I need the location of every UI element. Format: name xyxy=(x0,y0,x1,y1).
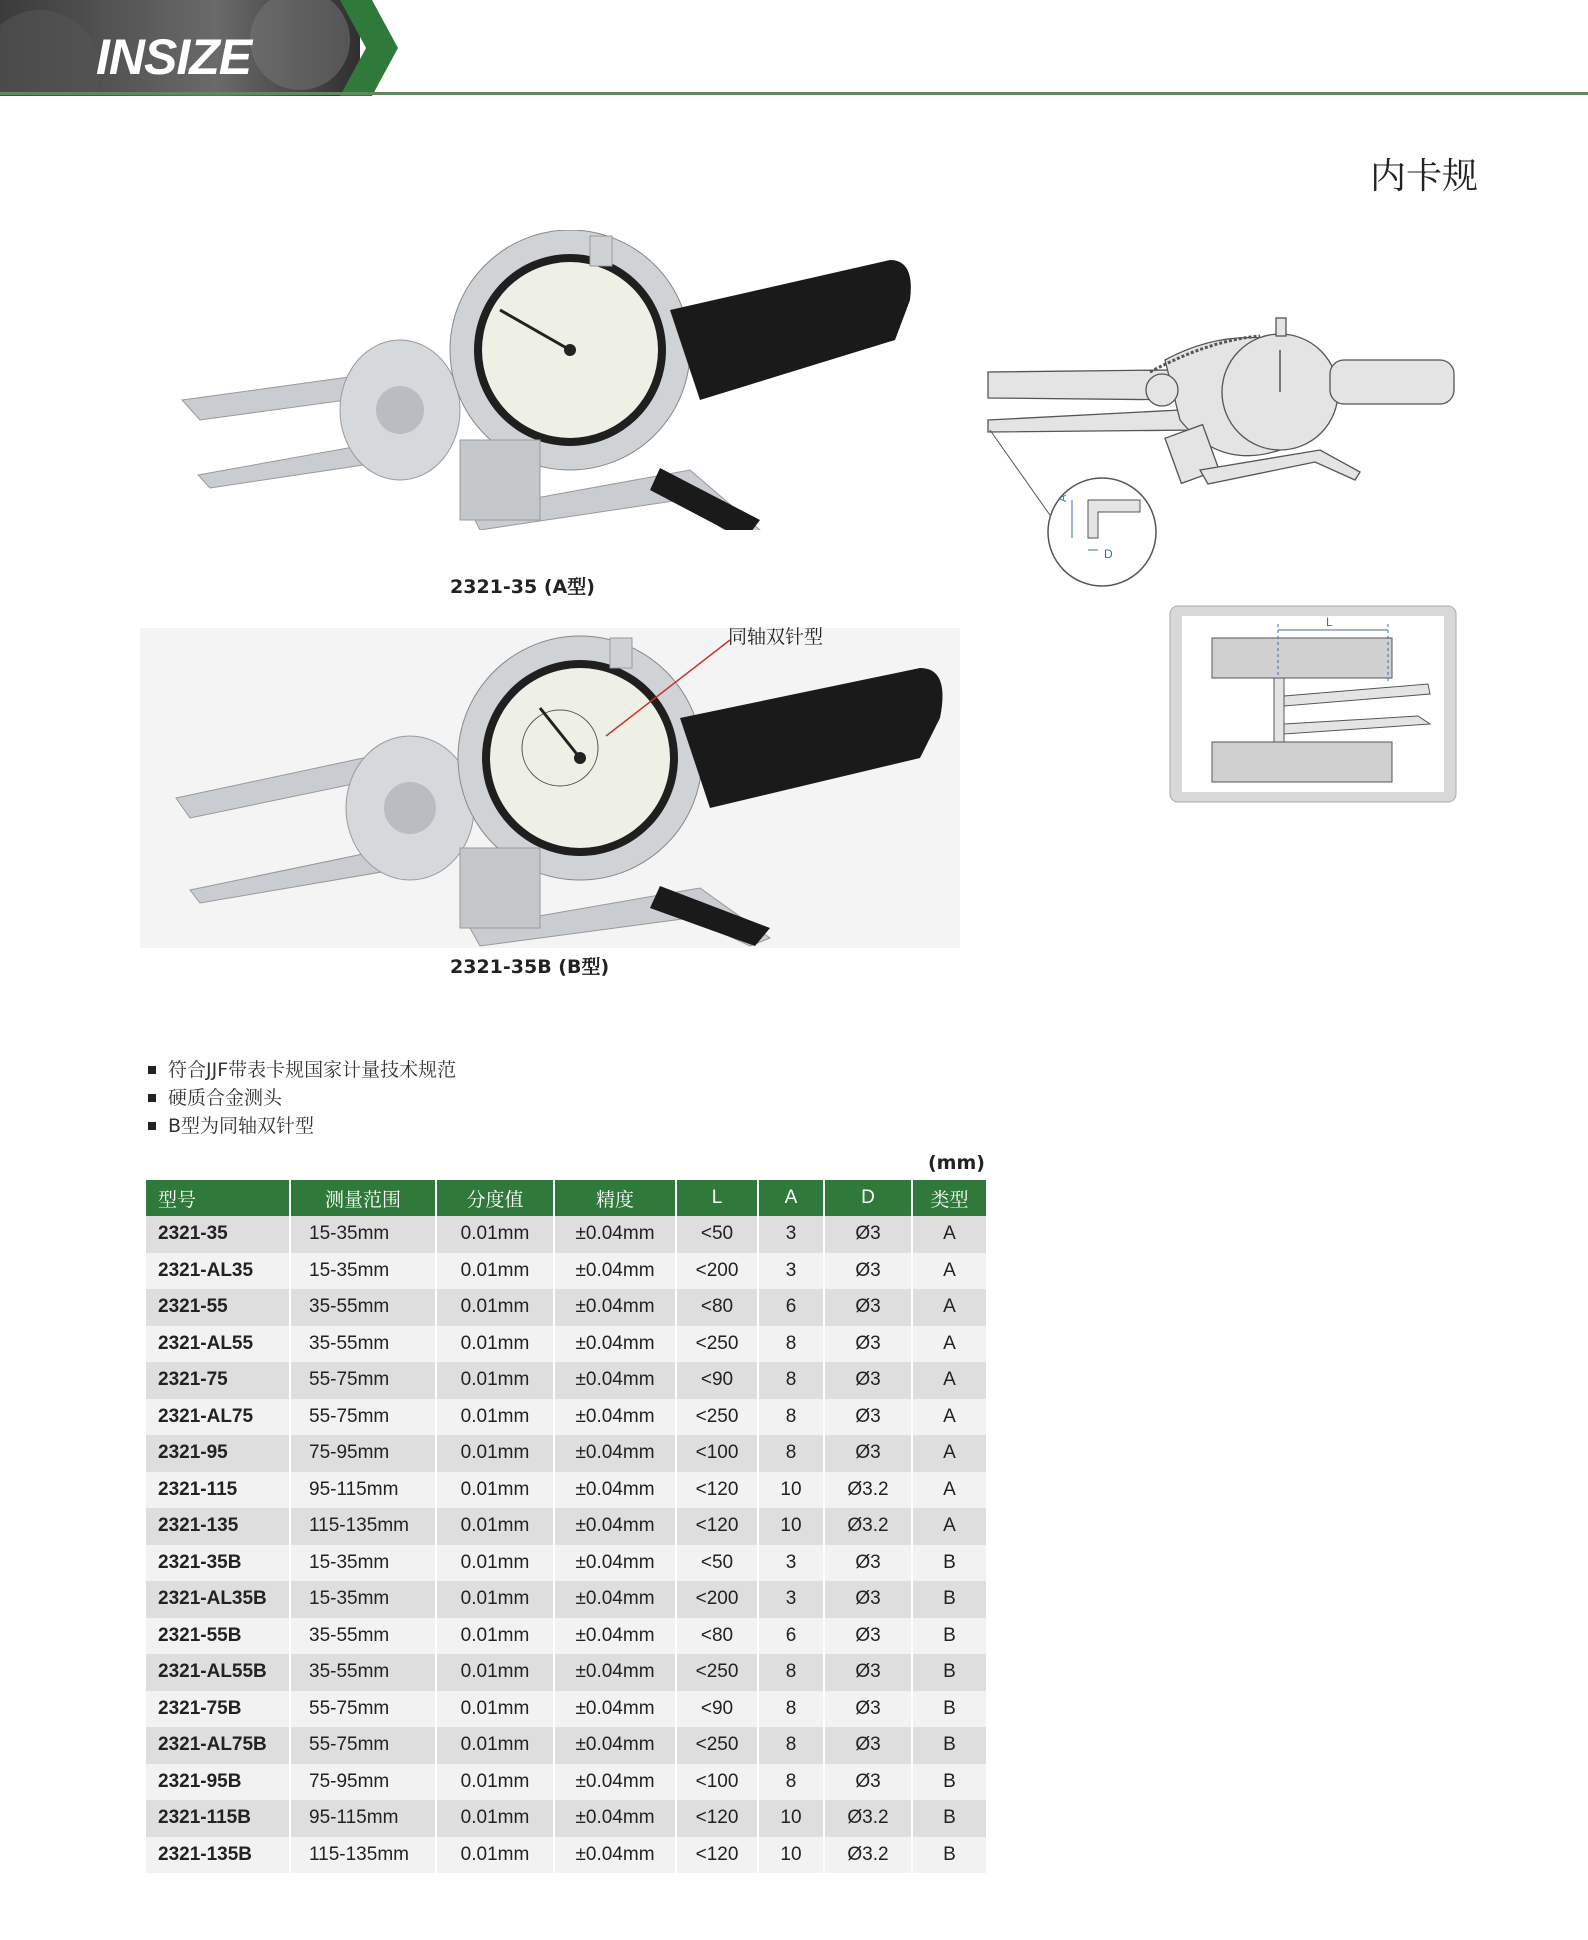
cell-resolution: 0.01mm xyxy=(436,1399,554,1436)
cell-model: 2321-95B xyxy=(146,1764,290,1801)
cell-d: Ø3 xyxy=(824,1326,912,1363)
cell-type: A xyxy=(912,1435,986,1472)
cell-accuracy: ±0.04mm xyxy=(554,1289,676,1326)
table-row xyxy=(146,1399,986,1436)
cell-a: 8 xyxy=(758,1435,824,1472)
cell-resolution: 0.01mm xyxy=(436,1472,554,1509)
header-model: 型号 xyxy=(146,1180,290,1216)
table-row xyxy=(146,1508,986,1545)
cell-model: 2321-AL55B xyxy=(146,1654,290,1691)
cell-d: Ø3 xyxy=(824,1435,912,1472)
cell-model: 2321-AL75 xyxy=(146,1399,290,1436)
cell-model: 2321-55 xyxy=(146,1289,290,1326)
cell-d: Ø3.2 xyxy=(824,1508,912,1545)
table-row xyxy=(146,1253,986,1290)
cell-d: Ø3 xyxy=(824,1581,912,1618)
cell-l: <80 xyxy=(676,1618,758,1655)
cell-type: B xyxy=(912,1691,986,1728)
table-row xyxy=(146,1435,986,1472)
table-row xyxy=(146,1362,986,1399)
cell-a: 10 xyxy=(758,1508,824,1545)
cell-resolution: 0.01mm xyxy=(436,1800,554,1837)
cell-l: <90 xyxy=(676,1691,758,1728)
cell-a: 6 xyxy=(758,1618,824,1655)
cell-d: Ø3.2 xyxy=(824,1472,912,1509)
cell-model: 2321-115B xyxy=(146,1800,290,1837)
product-caption-a: 2321-35 (A型) xyxy=(450,576,595,598)
cell-model: 2321-35 xyxy=(146,1216,290,1253)
cell-range: 15-35mm xyxy=(290,1545,436,1582)
table-row xyxy=(146,1764,986,1801)
brand-name: INSIZE xyxy=(96,29,252,85)
cell-range: 35-55mm xyxy=(290,1326,436,1363)
cell-type: B xyxy=(912,1545,986,1582)
cell-model: 2321-55B xyxy=(146,1618,290,1655)
cell-l: <100 xyxy=(676,1764,758,1801)
bullet-square-icon xyxy=(148,1094,156,1102)
cell-type: B xyxy=(912,1764,986,1801)
spec-table xyxy=(146,1180,986,1873)
schematic-diagram xyxy=(980,300,1500,590)
cell-range: 115-135mm xyxy=(290,1508,436,1545)
cell-range: 55-75mm xyxy=(290,1691,436,1728)
cell-type: A xyxy=(912,1472,986,1509)
cell-resolution: 0.01mm xyxy=(436,1581,554,1618)
measurement-schematic xyxy=(1168,604,1458,804)
table-row xyxy=(146,1800,986,1837)
feature-list xyxy=(148,1056,456,1140)
cell-type: A xyxy=(912,1362,986,1399)
cell-a: 10 xyxy=(758,1472,824,1509)
cell-range: 95-115mm xyxy=(290,1472,436,1509)
cell-a: 10 xyxy=(758,1837,824,1874)
cell-a: 3 xyxy=(758,1545,824,1582)
cell-l: <80 xyxy=(676,1289,758,1326)
table-row xyxy=(146,1216,986,1253)
cell-model: 2321-AL35 xyxy=(146,1253,290,1290)
cell-l: <200 xyxy=(676,1581,758,1618)
cell-range: 55-75mm xyxy=(290,1727,436,1764)
cell-accuracy: ±0.04mm xyxy=(554,1545,676,1582)
cell-l: <120 xyxy=(676,1508,758,1545)
cell-type: B xyxy=(912,1581,986,1618)
bullet-square-icon xyxy=(148,1122,156,1130)
cell-accuracy: ±0.04mm xyxy=(554,1800,676,1837)
cell-accuracy: ±0.04mm xyxy=(554,1472,676,1509)
cell-resolution: 0.01mm xyxy=(436,1362,554,1399)
cell-range: 35-55mm xyxy=(290,1289,436,1326)
cell-accuracy: ±0.04mm xyxy=(554,1618,676,1655)
table-row xyxy=(146,1837,986,1874)
cell-type: A xyxy=(912,1253,986,1290)
table-row xyxy=(146,1691,986,1728)
cell-d: Ø3 xyxy=(824,1253,912,1290)
cell-d: Ø3 xyxy=(824,1399,912,1436)
header-rule xyxy=(0,92,1588,95)
product-caption-b: 2321-35B (B型) xyxy=(450,956,610,978)
cell-resolution: 0.01mm xyxy=(436,1764,554,1801)
cell-resolution: 0.01mm xyxy=(436,1727,554,1764)
cell-range: 35-55mm xyxy=(290,1618,436,1655)
cell-resolution: 0.01mm xyxy=(436,1508,554,1545)
cell-l: <250 xyxy=(676,1727,758,1764)
cell-a: 8 xyxy=(758,1727,824,1764)
cell-a: 8 xyxy=(758,1326,824,1363)
cell-a: 8 xyxy=(758,1691,824,1728)
cell-a: 8 xyxy=(758,1654,824,1691)
cell-type: A xyxy=(912,1399,986,1436)
cell-accuracy: ±0.04mm xyxy=(554,1654,676,1691)
cell-a: 3 xyxy=(758,1253,824,1290)
cell-model: 2321-AL75B xyxy=(146,1727,290,1764)
cell-resolution: 0.01mm xyxy=(436,1326,554,1363)
cell-l: <50 xyxy=(676,1545,758,1582)
diagram-label-l: L xyxy=(1326,615,1333,629)
bullet-square-icon xyxy=(148,1066,156,1074)
cell-l: <120 xyxy=(676,1800,758,1837)
cell-a: 10 xyxy=(758,1800,824,1837)
cell-model: 2321-135B xyxy=(146,1837,290,1874)
cell-a: 8 xyxy=(758,1399,824,1436)
header-a: A xyxy=(758,1180,824,1216)
cell-model: 2321-75 xyxy=(146,1362,290,1399)
cell-type: A xyxy=(912,1289,986,1326)
header-d: D xyxy=(824,1180,912,1216)
cell-type: A xyxy=(912,1326,986,1363)
table-body xyxy=(146,1216,986,1873)
table-row xyxy=(146,1727,986,1764)
cell-accuracy: ±0.04mm xyxy=(554,1727,676,1764)
cell-l: <250 xyxy=(676,1399,758,1436)
cell-a: 3 xyxy=(758,1581,824,1618)
cell-accuracy: ±0.04mm xyxy=(554,1508,676,1545)
header-accuracy: 精度 xyxy=(554,1180,676,1216)
cell-accuracy: ±0.04mm xyxy=(554,1691,676,1728)
product-photo-a xyxy=(170,230,930,530)
cell-a: 3 xyxy=(758,1216,824,1253)
cell-a: 6 xyxy=(758,1289,824,1326)
cell-type: B xyxy=(912,1800,986,1837)
table-row xyxy=(146,1289,986,1326)
cell-range: 115-135mm xyxy=(290,1837,436,1874)
cell-a: 8 xyxy=(758,1764,824,1801)
cell-resolution: 0.01mm xyxy=(436,1545,554,1582)
table-unit: (mm) xyxy=(928,1152,985,1174)
header-type: 类型 xyxy=(912,1180,986,1216)
cell-range: 15-35mm xyxy=(290,1581,436,1618)
cell-accuracy: ±0.04mm xyxy=(554,1435,676,1472)
cell-accuracy: ±0.04mm xyxy=(554,1326,676,1363)
table-row xyxy=(146,1326,986,1363)
cell-type: A xyxy=(912,1216,986,1253)
feature-text: B型为同轴双针型 xyxy=(168,1115,315,1137)
table-row xyxy=(146,1581,986,1618)
cell-resolution: 0.01mm xyxy=(436,1691,554,1728)
cell-accuracy: ±0.04mm xyxy=(554,1253,676,1290)
cell-type: B xyxy=(912,1837,986,1874)
diagram-label-a: A xyxy=(1057,494,1069,502)
header-l: L xyxy=(676,1180,758,1216)
cell-model: 2321-115 xyxy=(146,1472,290,1509)
table-row xyxy=(146,1618,986,1655)
header-range: 测量范围 xyxy=(290,1180,436,1216)
cell-range: 15-35mm xyxy=(290,1216,436,1253)
cell-model: 2321-95 xyxy=(146,1435,290,1472)
feature-text: 符合JJF带表卡规国家计量技术规范 xyxy=(168,1059,457,1081)
cell-range: 75-95mm xyxy=(290,1764,436,1801)
cell-l: <250 xyxy=(676,1326,758,1363)
cell-accuracy: ±0.04mm xyxy=(554,1362,676,1399)
cell-resolution: 0.01mm xyxy=(436,1618,554,1655)
cell-accuracy: ±0.04mm xyxy=(554,1399,676,1436)
brand-logo xyxy=(96,28,251,86)
table-row xyxy=(146,1472,986,1509)
cell-d: Ø3 xyxy=(824,1654,912,1691)
cell-model: 2321-135 xyxy=(146,1508,290,1545)
cell-d: Ø3.2 xyxy=(824,1837,912,1874)
product-photo-b xyxy=(140,628,960,948)
cell-model: 2321-35B xyxy=(146,1545,290,1582)
cell-range: 15-35mm xyxy=(290,1253,436,1290)
feature-item xyxy=(148,1084,456,1112)
cell-a: 8 xyxy=(758,1362,824,1399)
cell-l: <120 xyxy=(676,1837,758,1874)
cell-resolution: 0.01mm xyxy=(436,1435,554,1472)
table-row xyxy=(146,1545,986,1582)
cell-d: Ø3 xyxy=(824,1727,912,1764)
cell-accuracy: ±0.04mm xyxy=(554,1216,676,1253)
cell-range: 95-115mm xyxy=(290,1800,436,1837)
cell-l: <120 xyxy=(676,1472,758,1509)
feature-item xyxy=(148,1112,456,1140)
cell-type: B xyxy=(912,1618,986,1655)
cell-d: Ø3 xyxy=(824,1545,912,1582)
cell-resolution: 0.01mm xyxy=(436,1216,554,1253)
cell-d: Ø3.2 xyxy=(824,1800,912,1837)
cell-range: 35-55mm xyxy=(290,1654,436,1691)
feature-item xyxy=(148,1056,456,1084)
cell-l: <90 xyxy=(676,1362,758,1399)
cell-model: 2321-75B xyxy=(146,1691,290,1728)
cell-range: 75-95mm xyxy=(290,1435,436,1472)
cell-d: Ø3 xyxy=(824,1764,912,1801)
cell-l: <100 xyxy=(676,1435,758,1472)
cell-type: B xyxy=(912,1727,986,1764)
cell-type: B xyxy=(912,1654,986,1691)
cell-resolution: 0.01mm xyxy=(436,1289,554,1326)
cell-model: 2321-AL35B xyxy=(146,1581,290,1618)
callout-label: 同轴双针型 xyxy=(728,626,824,648)
feature-text: 硬质合金测头 xyxy=(168,1087,283,1109)
cell-type: A xyxy=(912,1508,986,1545)
page-title: 内卡规 xyxy=(1369,156,1478,197)
cell-range: 55-75mm xyxy=(290,1399,436,1436)
cell-l: <200 xyxy=(676,1253,758,1290)
cell-d: Ø3 xyxy=(824,1691,912,1728)
cell-d: Ø3 xyxy=(824,1618,912,1655)
header-resolution: 分度值 xyxy=(436,1180,554,1216)
cell-accuracy: ±0.04mm xyxy=(554,1837,676,1874)
cell-d: Ø3 xyxy=(824,1362,912,1399)
cell-model: 2321-AL55 xyxy=(146,1326,290,1363)
cell-resolution: 0.01mm xyxy=(436,1837,554,1874)
diagram-label-d: D xyxy=(1104,547,1113,561)
cell-accuracy: ±0.04mm xyxy=(554,1581,676,1618)
cell-l: <250 xyxy=(676,1654,758,1691)
cell-d: Ø3 xyxy=(824,1216,912,1253)
cell-resolution: 0.01mm xyxy=(436,1253,554,1290)
cell-l: <50 xyxy=(676,1216,758,1253)
table-header-row xyxy=(146,1180,986,1216)
cell-resolution: 0.01mm xyxy=(436,1654,554,1691)
cell-range: 55-75mm xyxy=(290,1362,436,1399)
table-row xyxy=(146,1654,986,1691)
cell-accuracy: ±0.04mm xyxy=(554,1764,676,1801)
cell-d: Ø3 xyxy=(824,1289,912,1326)
